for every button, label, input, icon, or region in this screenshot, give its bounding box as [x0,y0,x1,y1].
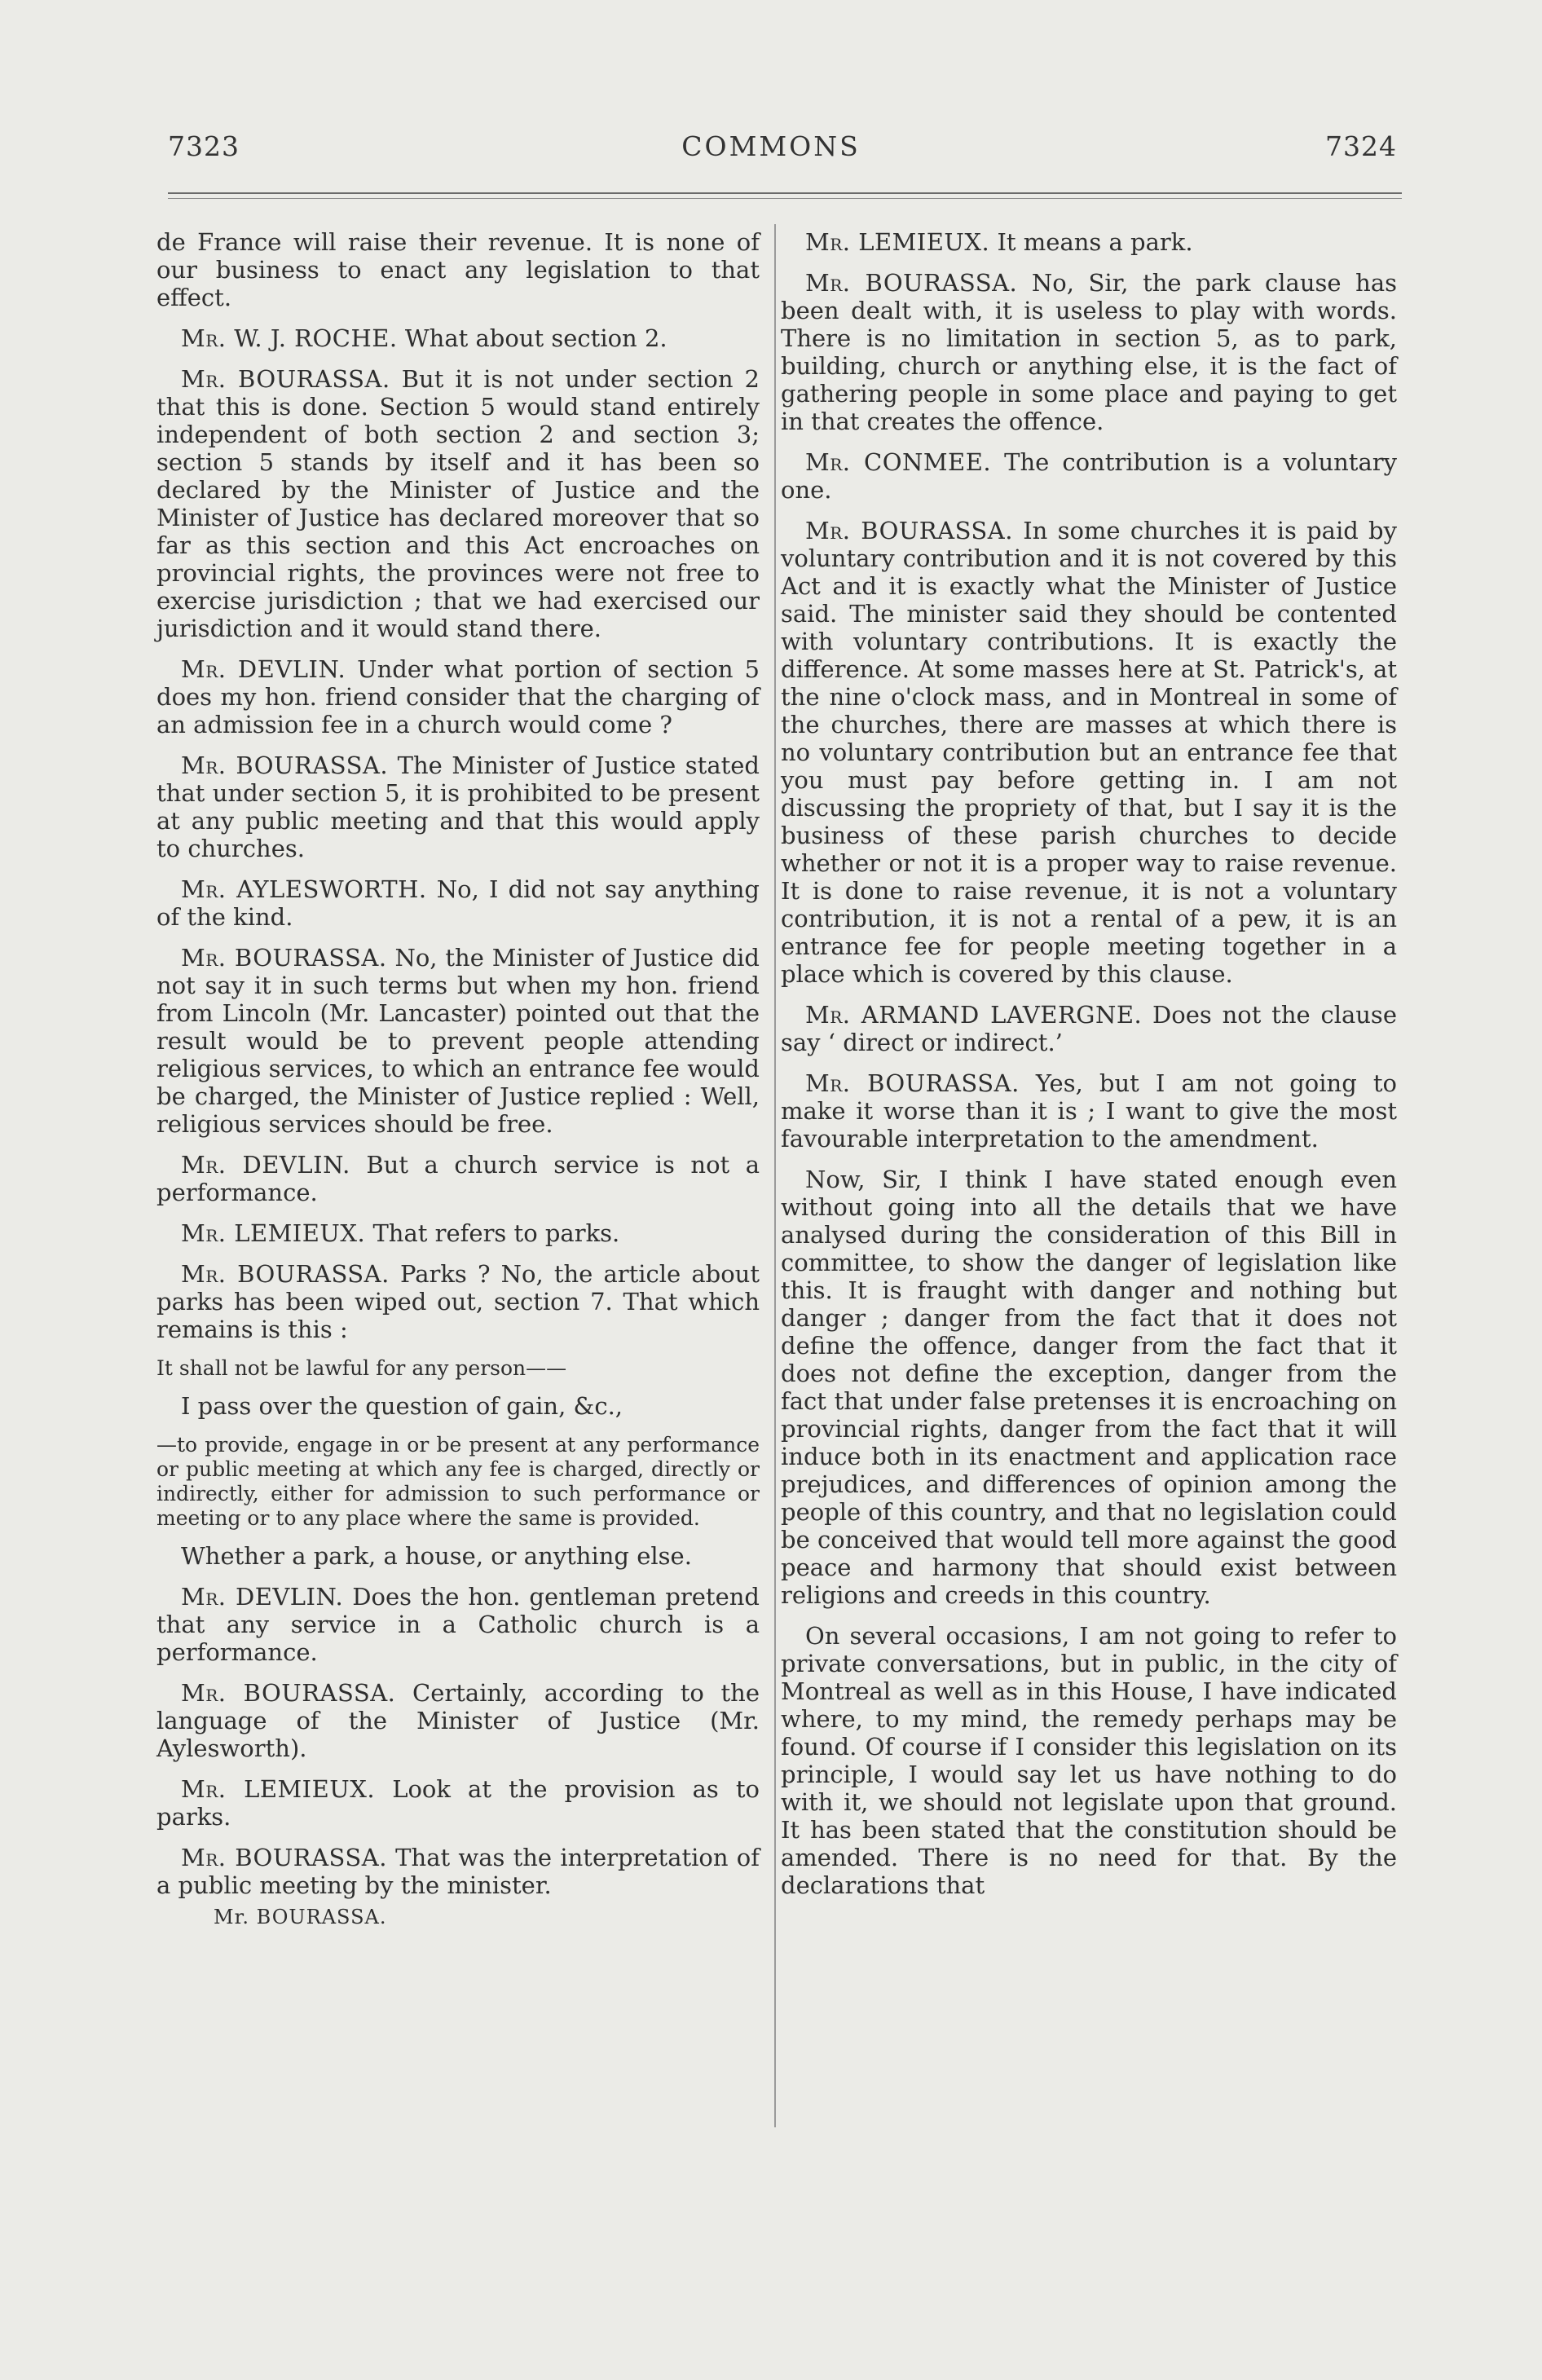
column-divider [774,224,776,2127]
paragraph-text: No, the Minister of Justice did not say it in such terms but when my hon. friend from Lincoln (Mr. Lancaster) pointed out that the result would be to prevent people attending religious services, to which an entrance fee would be charged, the Minister of Justice replied : Well, religious services should be free. [156,944,760,1138]
speaker-name: Mr. DEVLIN. [181,655,346,683]
paragraph-text: That refers to parks. [365,1219,620,1247]
paragraph-text: On several occasions, I am not going to refer to private conversations, but in public, in the city of Montreal as well as in this House, I have indicated where, to my mind, the remedy perhaps may be found. Of course if I consider this legislation on its principle, I would say let us have nothing to do with it, we should not legislate upon that ground. It has been stated that the constitution should be amended. There is no need for that. By the declarations that [781,1622,1397,1899]
page-title: COMMONS [681,130,861,162]
right-column [781,228,1397,1912]
speaker-name: Mr. BOURASSA. [181,751,389,779]
paragraph-text: Certainly, according to the language of the Minister of Justice (Mr. Aylesworth). [156,1679,760,1762]
paragraph-text: de France will raise their revenue. It is none of our business to enact any legislation to that effect. [156,228,760,311]
paragraph [156,1775,760,1831]
paragraph-text: But it is not under section 2 that this is done. Section 5 would stand entirely independent of both section 2 and section 3; section 5 stands by itself and it has been so declared by the Minister of Justice and the Minister of Justice has declared moreover that so far as this section and this Act encroaches on provincial rights, the provinces were not free to exercise jurisdiction ; that we had exercised our jurisdiction and it would stand there. [156,365,760,642]
paragraph-text: No, I did not say anything of the kind. [156,875,760,931]
paragraph [781,448,1397,504]
speaker-name: Mr. LEMIEUX. [181,1219,366,1247]
paragraph-text: The contribution is a voluntary one. [781,448,1398,504]
paragraph-text: I pass over the question of gain, &c., [181,1392,623,1420]
paragraph-text: Under what portion of section 5 does my hon. friend consider that the charging of an admission fee in a church would come ? [156,655,760,738]
paragraph [156,1844,760,1899]
quoted-passage [156,1356,760,1381]
paragraph-text: Now, Sir, I think I have stated enough even without going into all the details that we have analysed during the consideration of this Bill in committee, to show the danger of legislation like this. It is fraught with danger and nothing but danger ; danger from the fact that it does not define the offence, danger from the fact that it does not define the exception, danger from the fact that under false pretenses it is encroaching on provincial rights, danger from the fact that it will induce both in its enactment and application race prejudices, and differences of opinion among the people of this country, and that no legislation could be conceived that would tell more against the good peace and harmony that should exist between religions and creeds in this country. [781,1166,1397,1609]
quoted-passage [156,1433,760,1531]
speaker-name: Mr. BOURASSA. [181,1679,396,1707]
paragraph [156,875,760,931]
paragraph [156,751,760,862]
paragraph [781,1069,1397,1153]
paragraph [781,1001,1397,1056]
speaker-name: Mr. BOURASSA. [181,365,390,393]
paragraph [156,324,760,352]
paragraph-text: —to provide, engage in or be present at any performance or public meeting at which any fee is charged, directly or indirectly, either for admission to such performance or meeting or to any place where the same is provided. [156,1433,760,1530]
speaker-name: Mr. BOURASSA. [181,1260,390,1288]
speaker-name: Mr. DEVLIN. [181,1151,350,1179]
left-column [156,228,760,1928]
speaker-name: Mr. BOURASSA. [181,1844,387,1871]
paragraph-text: It means a park. [989,228,1193,256]
paragraph [781,1166,1397,1609]
paragraph-text: Does not the clause say ‘ direct or indirect.’ [781,1001,1397,1056]
paragraph [781,517,1397,988]
page-number-right: 7324 [1325,130,1397,162]
speaker-name: Mr. BOURASSA. [181,944,387,972]
page-number-left: 7323 [168,130,240,162]
running-footer-speaker: Mr. BOURASSA. [214,1906,387,1928]
paragraph-text: But a church service is not a performance. [156,1151,760,1206]
paragraph-text: Does the hon. gentleman pretend that any service in a Catholic church is a performance. [156,1583,760,1666]
paragraph [156,655,760,738]
paragraph-text: Parks ? No, the article about parks has been wiped out, section 7. That which remains is this : [156,1260,760,1343]
speaker-name: Mr. ARMAND LAVERGNE. [805,1001,1143,1029]
paragraph-text: It shall not be lawful for any person—— [156,1356,567,1380]
paragraph [156,1219,760,1247]
paragraph [156,944,760,1138]
speaker-name: Mr. W. J. ROCHE. [181,324,398,352]
paragraph [781,228,1397,256]
speaker-name: Mr. LEMIEUX. [805,228,990,256]
paragraph [156,1392,760,1420]
paragraph [156,1542,760,1570]
paragraph [156,1260,760,1343]
paragraph-text: Yes, but I am not going to make it worse than it is ; I want to give the most favourable interpretation to the amendment. [781,1069,1398,1153]
paragraph [156,1679,760,1762]
paragraph-text: Whether a park, a house, or anything else. [181,1542,692,1570]
paragraph-text: In some churches it is paid by voluntary contribution and it is not covered by this Act and it is exactly what the Minister of Justice said. The minister said they should be contented with voluntary contributions. It is exactly the difference. At some masses here at St. Patrick's, at the nine o'clock mass, and in Montreal in some of the churches, there are masses at which there is no voluntary contribution but an entrance fee that you must pay before getting in. I am not discussing the propriety of that, but I say it is the business of these parish churches to decide whether or not it is a proper way to raise revenue. It is done to raise revenue, it is not a voluntary contribution, it is not a rental of a pew, it is an entrance fee for people meeting together in a place which is covered by this clause. [781,517,1397,988]
speaker-name: Mr. AYLESWORTH. [181,875,427,903]
paragraph [156,1151,760,1206]
paragraph-text: Look at the provision as to parks. [156,1775,760,1831]
paragraph-text: No, Sir, the park clause has been dealt with, it is useless to play with words. There is no limitation in section 5, as to park, building, church or anything else, it is the fact of gathering people in some place and paying to get in that creates the offence. [781,269,1397,435]
speaker-name: Mr. CONMEE. [805,448,992,476]
paragraph-text: What about section 2. [397,324,667,352]
header-rule-thin [168,198,1402,199]
header-rule [168,192,1402,194]
speaker-name: Mr. BOURASSA. [805,517,1013,544]
speaker-name: Mr. BOURASSA. [805,1069,1020,1097]
paragraph [781,1622,1397,1899]
paragraph-text: That was the interpretation of a public meeting by the minister. [156,1844,760,1899]
speaker-name: Mr. LEMIEUX. [181,1775,376,1803]
speaker-name: Mr. DEVLIN. [181,1583,344,1611]
speaker-name: Mr. BOURASSA. [805,269,1018,297]
paragraph [781,269,1397,435]
paragraph [156,1583,760,1666]
paragraph [156,365,760,642]
paragraph [156,228,760,311]
paragraph-text: The Minister of Justice stated that under section 5, it is prohibited to be present at any public meeting and that this would apply to churches. [156,751,760,862]
